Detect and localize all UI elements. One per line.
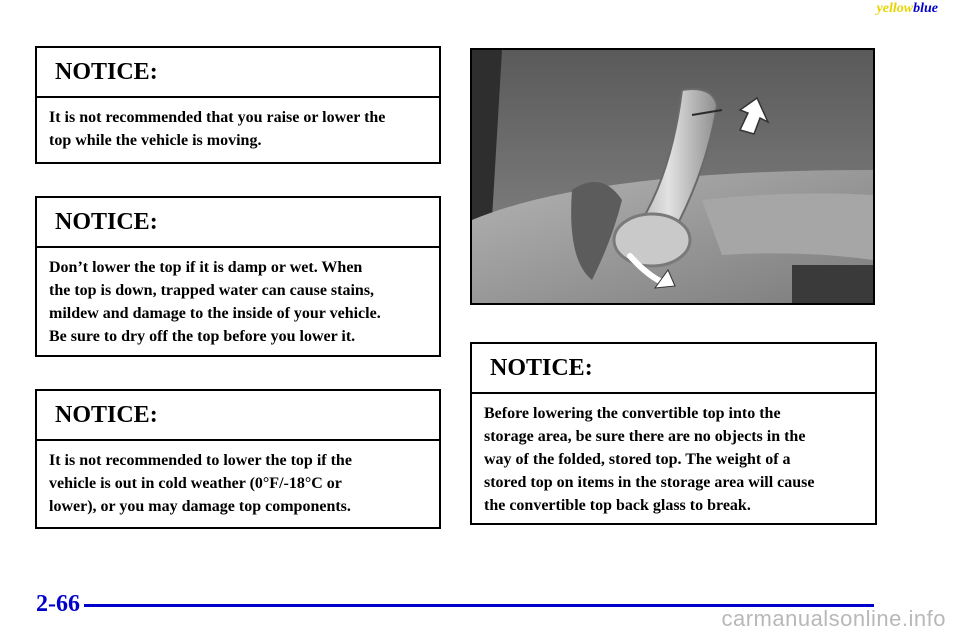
- notice-box-moving: [35, 46, 441, 164]
- notice-box-storage-area: [470, 342, 877, 525]
- color-tag-yellow: yellow: [876, 1, 914, 16]
- notice-line: storage area, be sure there are no objects in the: [484, 428, 806, 445]
- color-tag-blue: blue: [913, 1, 938, 16]
- notice-title: NOTICE:: [472, 344, 875, 394]
- notice-title: NOTICE:: [37, 391, 439, 441]
- page-number: 2-66: [36, 591, 80, 617]
- notice-line: stored top on items in the storage area will cause: [484, 474, 815, 491]
- notice-line: way of the folded, stored top. The weight of a: [484, 451, 791, 468]
- watermark: carmanualsonline.info: [721, 606, 946, 631]
- notice-line: It is not recommended that you raise or lower the: [49, 109, 386, 126]
- notice-line: the convertible top back glass to break.: [484, 497, 751, 514]
- notice-line: top while the vehicle is moving.: [49, 132, 262, 149]
- color-tag: [877, 1, 938, 17]
- notice-body: [37, 248, 439, 348]
- notice-body: [37, 441, 439, 518]
- notice-title: NOTICE:: [37, 48, 439, 98]
- notice-line: mildew and damage to the inside of your vehicle.: [49, 305, 381, 322]
- notice-title: NOTICE:: [37, 198, 439, 248]
- notice-line: vehicle is out in cold weather (0°F/-18°C or: [49, 475, 342, 492]
- notice-line: It is not recommended to lower the top if the: [49, 452, 352, 469]
- notice-box-cold-weather: [35, 389, 441, 529]
- notice-body: [472, 394, 875, 517]
- notice-line: Be sure to dry off the top before you lower it.: [49, 328, 356, 345]
- convertible-latch-photo: [470, 48, 875, 305]
- notice-line: the top is down, trapped water can cause stains,: [49, 282, 375, 299]
- notice-line: Before lowering the convertible top into the: [484, 405, 781, 422]
- notice-box-wet-top: [35, 196, 441, 357]
- notice-line: Don’t lower the top if it is damp or wet. When: [49, 259, 363, 276]
- notice-body: [37, 98, 439, 152]
- notice-line: lower), or you may damage top components.: [49, 498, 351, 515]
